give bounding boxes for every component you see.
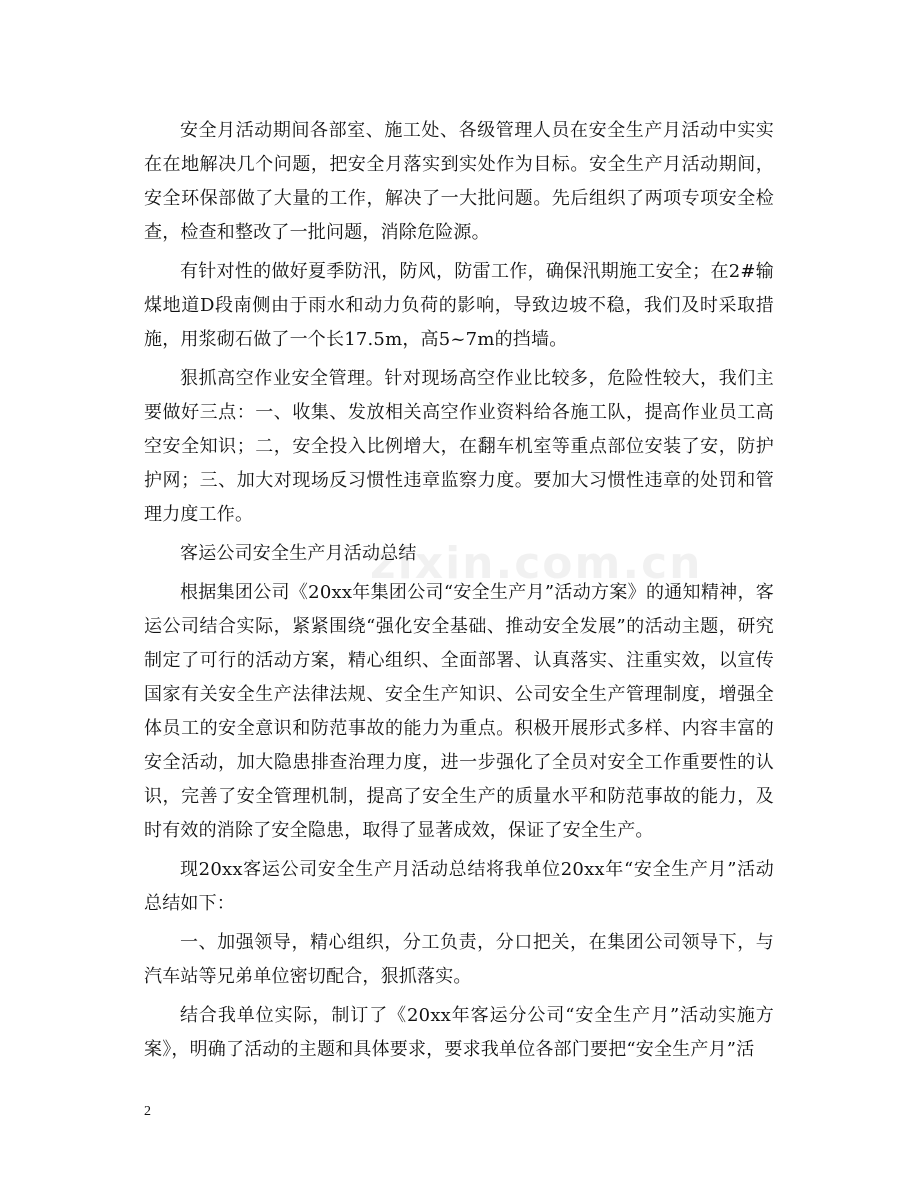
watermark: zixin.com.cn [370,538,703,589]
document-body [144,114,774,1072]
paragraph-implementation-plan: 结合我单位实际，制订了《20xx年客运分公司“安全生产月”活动实施方案》，明确了活动的主题和具体要求，要求我单位各部门要把“安全生产月”活 [144,1005,774,1060]
page-number: 2 [144,1104,151,1119]
paragraph-group-notice: 根据集团公司《20xx年集团公司“安全生产月”活动方案》的通知精神，客运公司结合实际，紧紧围绕“强化安全基础、推动安全发展”的活动主题，研究制定了可行的活动方案，精心组织、全面部署、认真落实、注重实效，以宣传国家有关安全生产法律法规、安全生产知识、公司安全生产管理制度，增强全体员工的安全意识和防范事故的能力为重点。积极开展形式多样、内容丰富的安全活动，加大隐患排查治理力度，进一步强化了全员对安全工作重要性的认识，完善了安全管理机制，提高了安全生产的质量水平和防范事故的能力，及时有效的消除了安全隐患，取得了显著成效，保证了安全生产。 [144,582,774,841]
paragraph-safety-month-activities: 安全月活动期间各部室、施工处、各级管理人员在安全生产月活动中实实在在地解决几个问题，把安全月落实到实处作为目标。安全生产月活动期间，安全环保部做了大量的工作，解决了一大批问题。先后组织了两项专项安全检查，检查和整改了一批问题，消除危险源。 [144,120,774,243]
paragraph-flood-prevention: 有针对性的做好夏季防汛，防风，防雷工作，确保汛期施工安全；在2#输煤地道D段南侧由于雨水和动力负荷的影响，导致边坡不稳，我们及时采取措施，用浆砌石做了一个长17.5m，高5~7m的挡墙。 [144,261,774,350]
paragraph-summary-intro: 现20xx客运公司安全生产月活动总结将我单位20xx年“安全生产月”活动总结如下： [144,859,774,914]
section-title: 客运公司安全生产月活动总结 [180,543,417,564]
paragraph-high-altitude-work: 狠抓高空作业安全管理。针对现场高空作业比较多，危险性较大，我们主要做好三点：一、收集、发放相关高空作业资料给各施工队，提高作业员工高空安全知识；二，安全投入比例增大，在翻车机室等重点部位安装了安，防护护网；三、加大对现场反习惯性违章监察力度。要加大习惯性违章的处罚和管理力度工作。 [144,368,774,525]
paragraph-leadership: 一、加强领导，精心组织，分工负责，分口把关，在集团公司领导下，与汽车站等兄弟单位密切配合，狠抓落实。 [144,932,774,987]
